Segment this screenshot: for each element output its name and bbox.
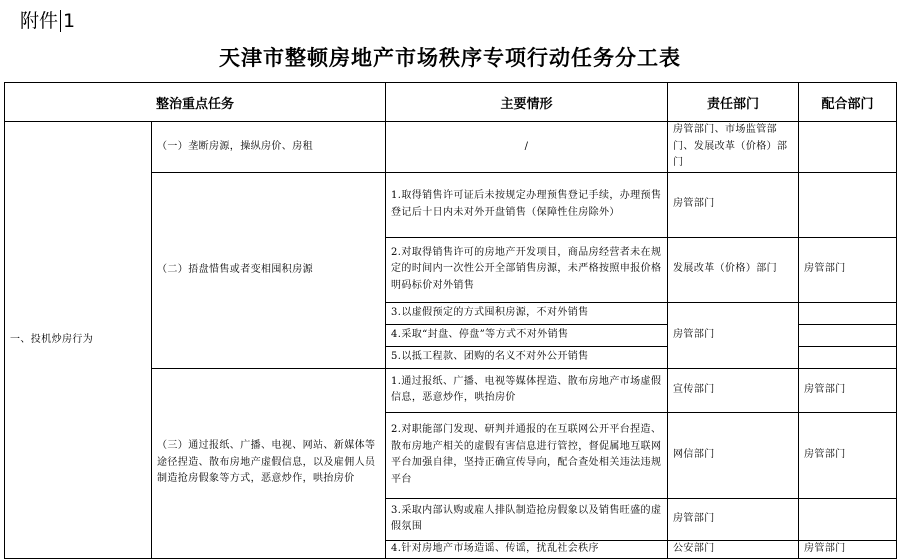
responsible-cell: 房管部门、市场监管部门、发展改革（价格）部门 — [668, 122, 799, 173]
situation-cell: 1.取得销售许可证后未按规定办理预售登记手续，办理预售登记后十日内未对外开盘销售（保障性住房除外） — [386, 172, 668, 237]
column-header-cooperating: 配合部门 — [799, 83, 897, 122]
cooperating-cell: 房管部门 — [799, 368, 897, 412]
column-header-situation: 主要情形 — [386, 83, 668, 122]
cooperating-cell — [799, 498, 897, 540]
table-row — [5, 122, 897, 173]
responsible-cell: 网信部门 — [668, 412, 799, 498]
group-cell-2: （二）捂盘惜售或者变相囤积房源 — [152, 172, 386, 368]
situation-cell: 2.对取得销售许可的房地产开发项目，商品房经营者未在规定的时间内一次性公开全部销售房源，未严格按照申报价格明码标价对外销售 — [386, 237, 668, 302]
cooperating-cell: 房管部门 — [799, 237, 897, 302]
attachment-label — [20, 6, 75, 33]
situation-cell: 3.采取内部认购或雇人排队制造抢房假象以及销售旺盛的虚假氛围 — [386, 498, 668, 540]
task-table — [4, 82, 897, 559]
cooperating-cell: 房管部门 — [799, 412, 897, 498]
responsible-cell: 宣传部门 — [668, 368, 799, 412]
document-title: 天津市整顿房地产市场秩序专项行动任务分工表 — [219, 45, 681, 70]
situation-cell: / — [386, 122, 668, 173]
situation-cell: 4.针对房地产市场造谣、传谣，扰乱社会秩序 — [386, 540, 668, 558]
attachment-number: 1 — [60, 10, 75, 32]
responsible-cell: 房管部门 — [668, 302, 799, 368]
situation-cell: 4.采取“封盘、停盘”等方式不对外销售 — [386, 324, 668, 346]
responsible-cell: 发展改革（价格）部门 — [668, 237, 799, 302]
group-cell-1: （一）垄断房源，操纵房价、房租 — [152, 122, 386, 173]
cooperating-cell — [799, 302, 897, 324]
situation-cell: 1.通过报纸、广播、电视等媒体捏造、散布房地产市场虚假信息，恶意炒作，哄抬房价 — [386, 368, 668, 412]
cooperating-cell — [799, 172, 897, 237]
table-header-row — [5, 83, 897, 122]
cooperating-cell: 房管部门 — [799, 540, 897, 558]
group-cell-3: （三）通过报纸、广播、电视、网站、新媒体等途径捏造、散布房地产虚假信息，以及雇佣人员制造抢房假象等方式，恶意炒作，哄抬房价 — [152, 368, 386, 558]
column-header-responsible: 责任部门 — [668, 83, 799, 122]
attachment-text: 附件 — [20, 10, 59, 32]
situation-cell: 3.以虚假预定的方式囤积房源，不对外销售 — [386, 302, 668, 324]
situation-cell: 5.以抵工程款、团购的名义不对外公开销售 — [386, 346, 668, 368]
cooperating-cell — [799, 346, 897, 368]
column-header-task: 整治重点任务 — [5, 83, 386, 122]
responsible-cell: 公安部门 — [668, 540, 799, 558]
category-cell: 一、投机炒房行为 — [5, 122, 152, 559]
cooperating-cell — [799, 122, 897, 173]
responsible-cell: 房管部门 — [668, 172, 799, 237]
cooperating-cell — [799, 324, 897, 346]
situation-cell: 2.对职能部门发现、研判并通报的在互联网公开平台捏造、散布房地产相关的虚假有害信息进行管控，督促属地互联网平台加强自律，坚持正确宣传导向，配合查处相关违法违规平台 — [386, 412, 668, 498]
responsible-cell: 房管部门 — [668, 498, 799, 540]
